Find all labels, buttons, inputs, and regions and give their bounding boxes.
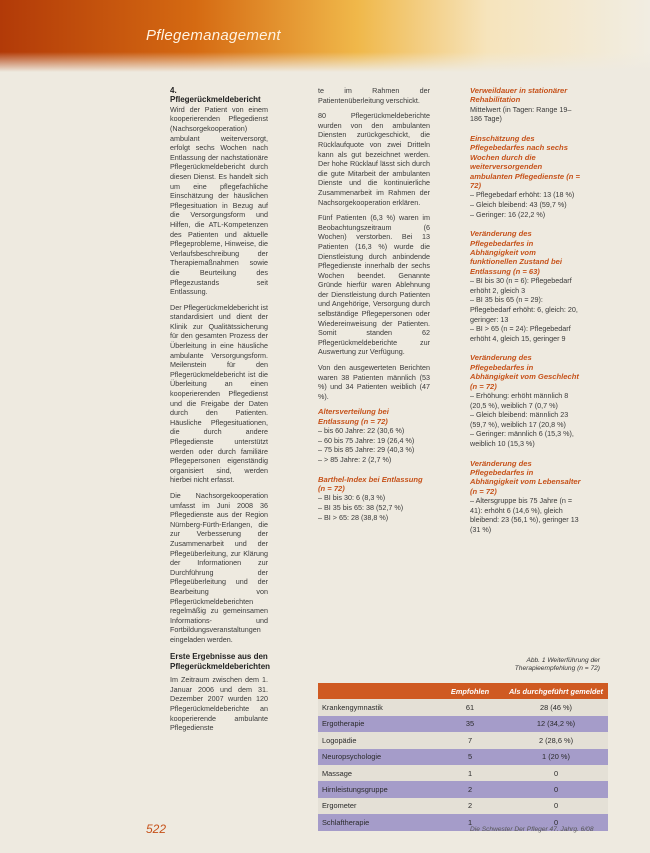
done-value: 12 (34,2 %) xyxy=(504,716,608,732)
gender-heading: Veränderung des Pflegebedarfes in Abhängigkeit vom Geschlecht (n = 72) xyxy=(470,353,579,391)
therapy-table xyxy=(318,683,608,831)
column-1 xyxy=(170,86,271,739)
care-need-estimate xyxy=(470,134,582,219)
row-label: Massage xyxy=(318,765,436,781)
table-header-row xyxy=(318,683,608,699)
list-item: Mittelwert (in Tagen: Range 19–186 Tage) xyxy=(470,104,572,124)
paragraph: Von den ausgewerteten Berichten waren 38 Patienten männlich (53 %) und 34 Patienten weiblich (47 %). xyxy=(318,363,430,401)
list-item: – 60 bis 75 Jahre: 19 (26,4 %) xyxy=(318,435,415,445)
list-item: – BI bis 30: 6 (8,3 %) xyxy=(318,493,386,503)
table-row xyxy=(318,765,608,781)
list-item: – Pflegebedarf erhöht: 13 (18 %) xyxy=(470,190,575,200)
header-banner xyxy=(0,0,650,72)
care-need-heading: Einschätzung des Pflegebedarfes nach sechs Wochen durch die weiterversorgenden ambulanten Pflegedienste (n = 72) xyxy=(470,134,580,191)
paragraph: Die Nachsorgekooperation umfasst im Juni 2008 36 Pflegedienste aus der Region Nürnberg-Fürth-Erlangen, die zur Verbesserung der Zusammenarbeit und der Pflegeüberleitung, zur Klärung der Informationen zur Durchführung der Pflegeüberleitung und der Bearbeitung von Pflegerückmeldeberichten regelmäßig zu gemeinsamen Informations- und Fortbildungsveranstaltungen eingeladen werden. xyxy=(170,490,268,644)
done-value: 2 (28,6 %) xyxy=(504,732,608,748)
age-distribution xyxy=(318,407,430,464)
recommended-value: 1 xyxy=(436,765,504,781)
table-row xyxy=(318,732,608,748)
list-item: – BI 35 bis 65 (n = 29): Pflegebedarf erhöht: 6, gleich: 20, geringer: 13 xyxy=(470,295,578,324)
paragraph: Fünf Patienten (6,3 %) waren im Beobachtungszeitraum (6 Wochen) verstorben. Bei 13 Patienten (16,3 %) wurde die Dienstleistung durch anbindende Pflegedienste innerhalb der sechs Wochen beendet. Genannte Gründe hierfür waren Ablehnung der Dienstleistung durch Patienten und Angehörige, Versorgung durch selbständige Pflegepersonen oder Wiedereinweisung der Patienten. Somit standen 62 Pflegerückmeldeberichte zur Auswertung zur Verfügung. xyxy=(318,213,430,357)
row-label: Ergotherapie xyxy=(318,716,436,732)
done-value: 1 (20 %) xyxy=(504,749,608,765)
recommended-value: 7 xyxy=(436,732,504,748)
done-value: 0 xyxy=(504,765,608,781)
barthel-index xyxy=(318,475,430,523)
list-item: – Altersgruppe bis 75 Jahre (n = 41): erhöht 6 (14,6 %), gleich bleibend: 23 (56,1 %), geringer 13 (31 %) xyxy=(470,496,579,534)
paragraph: 80 Pflegerückmeldeberichte wurden von den ambulanten Diensten zurückgeschickt, die Rücklaufquote von zwei Dritteln kann als gut bezeichnet werden. Der hohe Rücklauf lässt sich durch die gute Mitarbeit der ambulanten Dienste und die kontinuierliche Zusammenarbeit im Rahmen der Nachsorgekooperation erklären. xyxy=(318,111,430,207)
table-row xyxy=(318,781,608,797)
done-value: 0 xyxy=(504,814,608,830)
row-label: Logopädie xyxy=(318,732,436,748)
column-3 xyxy=(470,86,582,545)
list-item: – bis 60 Jahre: 22 (30,6 %) xyxy=(318,426,405,436)
recommended-value: 2 xyxy=(436,798,504,814)
list-item: – Gleich bleibend: männlich 23 (59,7 %), weiblich 17 (20,8 %) xyxy=(470,410,569,429)
recommended-value: 61 xyxy=(436,699,504,715)
recommended-value: 1 xyxy=(436,814,504,830)
recommended-value: 5 xyxy=(436,749,504,765)
barthel-heading: Barthel-Index bei Entlassung (n = 72) xyxy=(318,474,423,493)
list-item: – BI 35 bis 65: 38 (52,7 %) xyxy=(318,503,404,512)
paragraph: Wird der Patient von einem kooperierenden Pflegedienst (Nachsorgekooperation) ambulant weiterversorgt, erfolgt sechs Wochen nach Entlassung der nachstationäre Pflegerückmeldebericht durch diesen Dienst. Es handelt sich um eine pflegefachliche Einschätzung der häuslichen Pflegesituation in Bezug auf die Versorgungsform und Hilfen, die ATL-Kompetenzen des Patienten und aktuelle Pflegeprobleme, Hinweise, die Verlaufsbeschreibung der Therapiemaßnahmen sowie die Beurteilung des Pflegezustands seit Entlassung. xyxy=(170,104,268,297)
row-label: Krankengymnastik xyxy=(318,699,436,715)
list-item: – Geringer: männlich 6 (15,3 %), weiblich 10 (15,3 %) xyxy=(470,429,574,448)
care-need-by-function xyxy=(470,229,582,343)
table-row xyxy=(318,699,608,715)
table-row xyxy=(318,749,608,765)
age-heading: Altersverteilung bei Entlassung (n = 72) xyxy=(318,407,389,426)
function-heading: Veränderung des Pflegebedarfes in Abhängigkeit vom funktionellen Zustand bei Entlassung (n = 63) xyxy=(470,229,562,276)
table-header: Empfohlen xyxy=(436,683,504,699)
care-need-by-age xyxy=(470,459,582,535)
journal-footer: Die Schwester Der Pfleger 47. Jahrg. 6/08 xyxy=(470,826,594,833)
done-value: 0 xyxy=(504,798,608,814)
section-title: Pflegemanagement xyxy=(146,27,281,44)
heading-erste-ergebnisse: Erste Ergebnisse aus den Pflegerückmeldeberichten xyxy=(170,652,271,671)
list-item: – Geringer: 16 (22,2 %) xyxy=(470,209,546,219)
list-item: – Erhöhung: erhöht männlich 8 (20,5 %), weiblich 7 (0,7 %) xyxy=(470,391,569,410)
recommended-value: 35 xyxy=(436,716,504,732)
table-header: Als durchgeführt gemeldet xyxy=(504,683,608,699)
row-label: Hirnleistungsgruppe xyxy=(318,781,436,797)
stay-heading: Verweildauer in stationärer Rehabilitation xyxy=(470,86,568,105)
list-item: – BI > 65: 28 (38,8 %) xyxy=(318,512,389,522)
table-caption: Abb. 1 Weiterführung der Therapieempfehlung (n = 72) xyxy=(514,657,600,672)
banner-fade xyxy=(0,52,650,72)
paragraph: Im Zeitraum zwischen dem 1. Januar 2006 und dem 31. Dezember 2007 wurden 120 Pflegerückmeldeberichte an kooperierende ambulante Pflegedienste xyxy=(170,675,268,733)
age-group-heading: Veränderung des Pflegebedarfes in Abhängigkeit vom Lebensalter (n = 72) xyxy=(470,458,581,496)
list-item: – BI > 65 (n = 24): Pflegebedarf erhöht 4, gleich 15, geringer 9 xyxy=(470,324,571,343)
list-item: – Gleich bleibend: 43 (59,7 %) xyxy=(470,200,567,210)
column-2 xyxy=(318,86,430,532)
table-row xyxy=(318,798,608,814)
row-label: Schlaftherapie xyxy=(318,814,436,830)
page-number: 522 xyxy=(146,822,167,836)
list-item: – BI bis 30 (n = 6): Pflegebedarf erhöht 2, gleich 3 xyxy=(470,276,572,295)
list-item: – 75 bis 85 Jahre: 29 (40,3 %) xyxy=(318,445,415,455)
stay-duration xyxy=(470,86,582,124)
done-value: 0 xyxy=(504,781,608,797)
recommended-value: 2 xyxy=(436,781,504,797)
paragraph: Der Pflegerückmeldebericht ist standardisiert und dient der Klinik zur Qualitätssicherung für den gesamten Prozess der Überleitung in eine häusliche ambulante Versorgungsform. Meilenstein für den Pflegerückmeldebericht ist die Überleitung an einen kooperierenden Pflegedienst und die Freigabe der Daten durch den Patienten. Häusliche Pflegesituationen, die durch andere Pflegedienste unterstützt werden oder durch familiäre Pflegepersonen eigenständig organisiert sind, werden hierbei nicht erfasst. xyxy=(170,302,268,485)
list-item: – > 85 Jahre: 2 (2,7 %) xyxy=(318,455,392,464)
table-header xyxy=(318,683,436,699)
paragraph: te im Rahmen der Patientenüberleitung verschickt. xyxy=(318,86,430,105)
heading-pflegerueckmeldebericht: 4. Pflegerückmeldebericht xyxy=(170,86,261,105)
row-label: Neuropsychologie xyxy=(318,749,436,765)
table-row xyxy=(318,716,608,732)
row-label: Ergometer xyxy=(318,798,436,814)
done-value: 28 (46 %) xyxy=(504,699,608,715)
care-need-by-gender xyxy=(470,353,582,448)
